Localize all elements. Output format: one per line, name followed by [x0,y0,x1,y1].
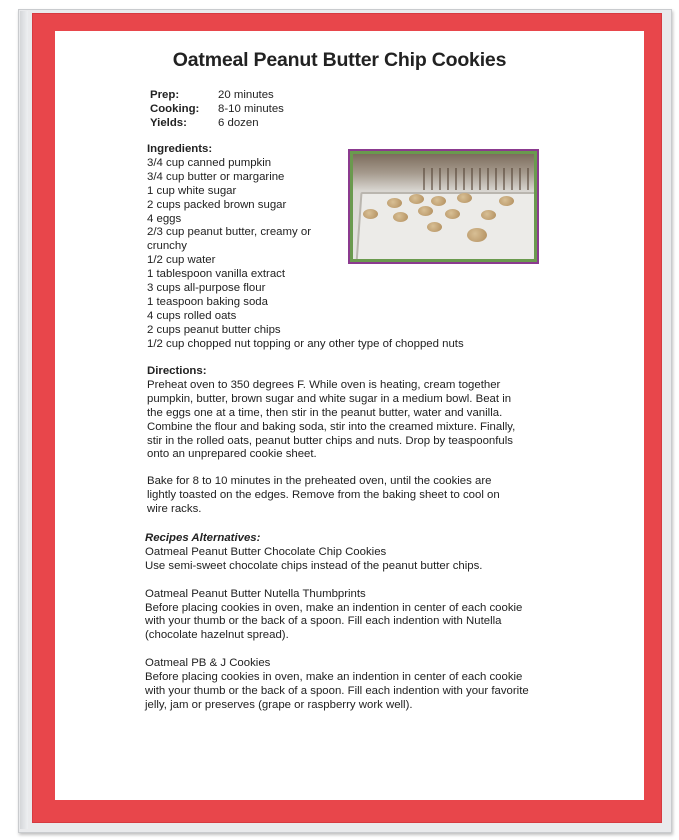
sleeve-binding-edge [20,11,28,829]
bake-line: Bake for 8 to 10 minutes in the preheated oven, until the cookies are [147,475,492,487]
alt3-text: Before placing cookies in oven, make an indention in center of each cookie [145,671,523,684]
cookie [431,196,446,206]
cookie [418,206,433,216]
spacer [145,643,545,657]
ingredient-item: 1 teaspoon baking soda [147,295,268,308]
recipe-meta [150,88,284,130]
alt3-name: Oatmeal PB & J Cookies [145,657,271,670]
cooking-row [150,102,284,116]
cooking-value: 8-10 minutes [218,103,284,115]
cookie [387,198,402,208]
cookie [499,196,514,206]
directions-line: the eggs one at a time, then stir in the peanut butter, water and vanilla. [147,406,503,419]
cookie [481,210,496,220]
ingredient-item: 2 cups packed brown sugar [147,198,287,211]
cooking-label: Cooking: [150,103,200,115]
directions-line: onto an unprepared cookie sheet. [147,448,317,461]
prep-value: 20 minutes [218,89,274,101]
directions-section [147,365,542,462]
yields-row [150,116,284,130]
cookies-photo-image [353,154,534,259]
ingredient-item: crunchy [147,240,187,253]
alt2-name: Oatmeal Peanut Butter Nutella Thumbprints [145,587,366,600]
directions-line: Combine the flour and baking soda, stir into the creamed mixture. Finally, [147,420,516,433]
ingredient-item: 4 eggs [147,212,182,225]
ingredient-item: 4 cups rolled oats [147,309,237,322]
cookies-photo [348,149,539,264]
alt1-name: Oatmeal Peanut Butter Chocolate Chip Cookies [145,545,387,558]
cookie [427,222,442,232]
ingredient-item: 1/2 cup chopped nut topping or any other type of chopped nuts [147,337,464,350]
alternatives-section [145,532,545,713]
spacer [145,574,545,588]
yields-label: Yields: [150,117,187,129]
alt2-text: (chocolate hazelnut spread). [145,629,289,642]
cookie [457,193,472,203]
ingredient-item: 3/4 cup butter or margarine [147,170,285,183]
recipe-title: Oatmeal Peanut Butter Chip Cookies [172,49,507,71]
prep-row [150,88,284,102]
directions-line: Preheat oven to 350 degrees F. While oven is heating, cream together [147,378,501,391]
alt3-text: with your thumb or the back of a spoon. Fill each indention with your favorite [145,684,529,697]
alt2-text: with your thumb or the back of a spoon. Fill each indention with Nutella [145,615,502,628]
ingredient-item: 1 cup white sugar [147,184,237,197]
bake-section [147,475,542,517]
ingredient-item: 2 cups peanut butter chips [147,323,281,336]
ingredient-item: 3/4 cup canned pumpkin [147,156,272,169]
ingredient-item: 1 tablespoon vanilla extract [147,268,286,281]
alt3-text: jelly, jam or preserves (grape or raspberry work well). [145,698,413,711]
prep-label: Prep: [150,89,180,101]
ingredient-item: 2/3 cup peanut butter, creamy or [147,226,311,239]
directions-line: pumpkin, butter, brown sugar and white sugar in a medium bowl. Beat in [147,392,512,405]
alt1-text: Use semi-sweet chocolate chips instead of the peanut butter chips. [145,559,483,572]
directions-line: stir in the rolled oats, peanut butter chips and nuts. Drop by teaspoonfuls [147,434,513,447]
ingredients-heading: Ingredients: [147,143,213,155]
ingredient-item: 1/2 cup water [147,254,216,267]
cooling-rack [423,168,533,190]
bake-line: wire racks. [147,502,202,515]
cookie [393,212,408,222]
directions-heading: Directions: [147,365,207,377]
cookie [409,194,424,204]
cookie [445,209,460,219]
ingredient-item: 3 cups all-purpose flour [147,282,266,295]
bake-line: lightly toasted on the edges. Remove from the baking sheet to cool on [147,488,500,501]
alt2-text: Before placing cookies in oven, make an indention in center of each cookie [145,601,523,614]
cookie [467,228,487,242]
cookie [363,209,378,219]
alternatives-heading: Recipes Alternatives: [145,532,261,544]
yields-value: 6 dozen [218,117,259,129]
